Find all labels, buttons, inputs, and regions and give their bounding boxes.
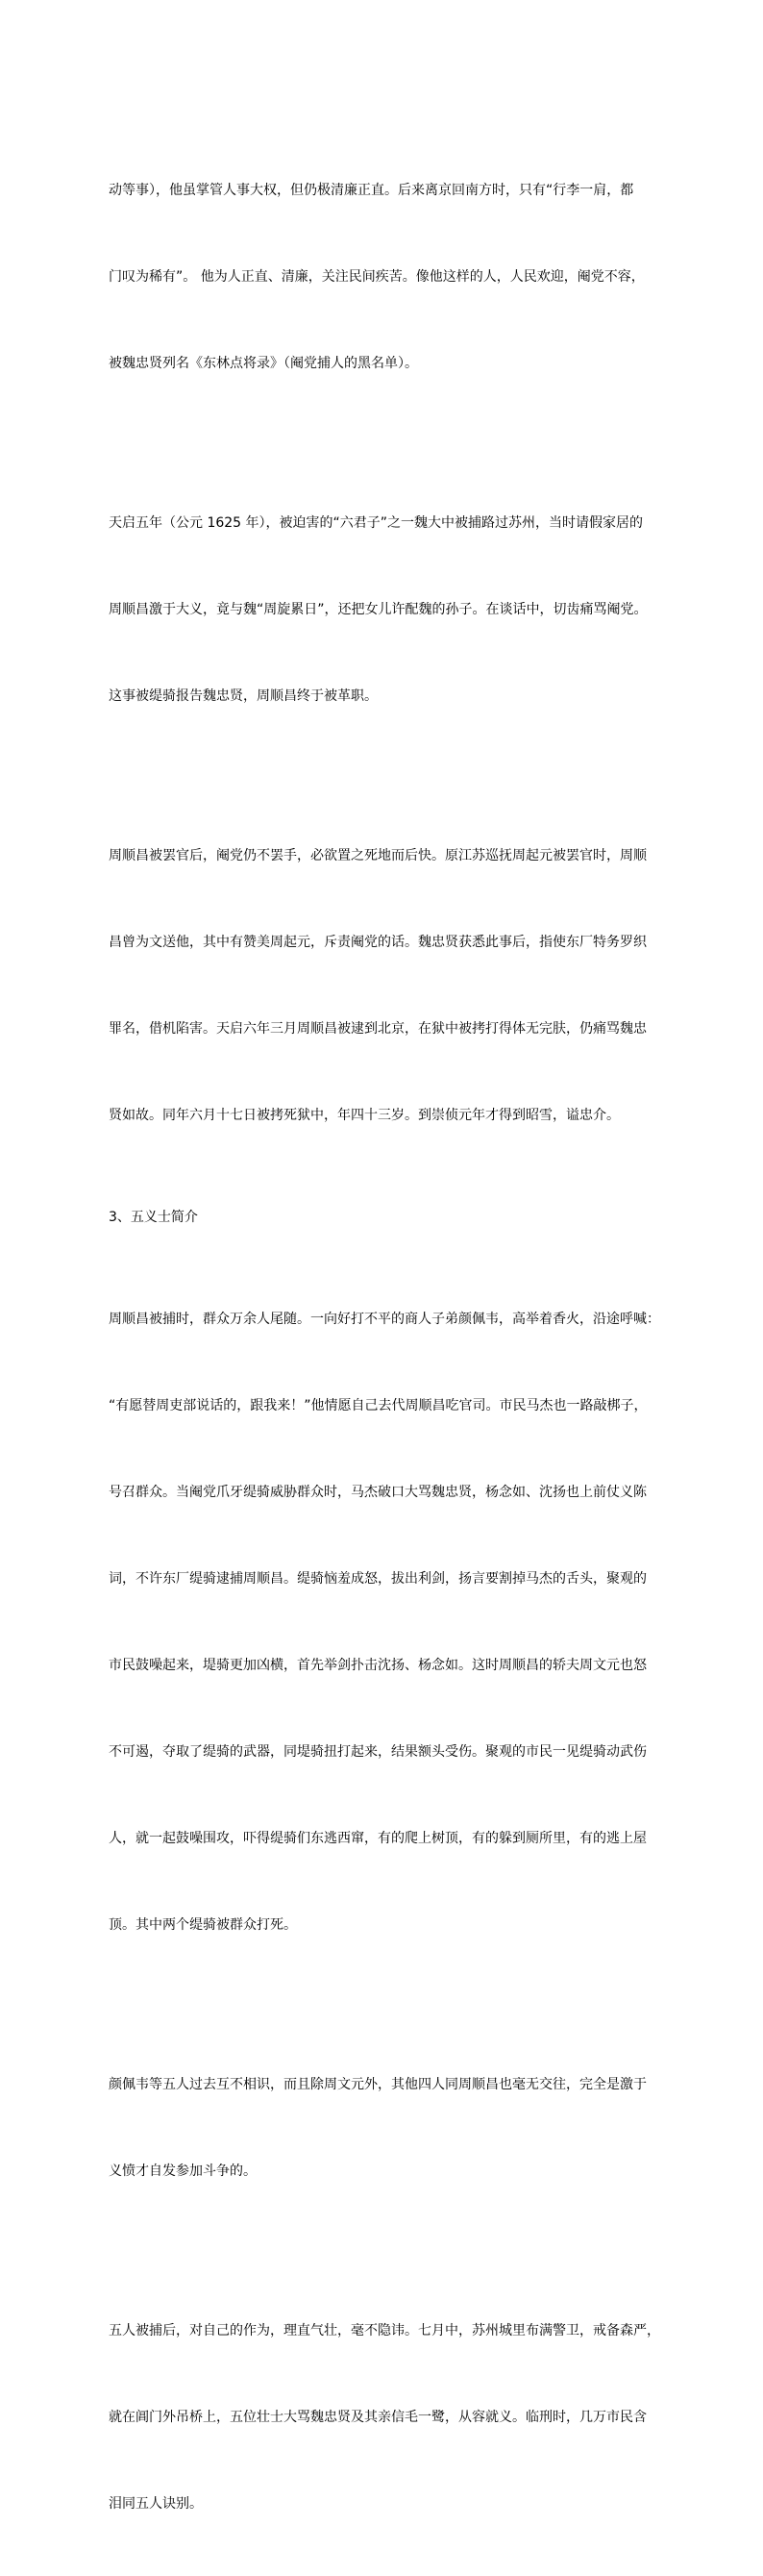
paragraph-5 [109,2013,652,2243]
text-line: 动等事），他虽掌管人事大权，但仍极清廉正直。后来离京回南方时，只有“行李一肩，都 [109,183,634,198]
text-line: 这事被缇骑报告魏忠贤，周顺昌终于被革职。 [109,688,378,704]
paragraph-3 [109,784,652,1188]
document-body [109,118,660,2576]
text-line: 五人被捕后，对自己的作为，理直气壮，毫不隐讳。七月中，苏州城里布满警卫，戒备森严， [109,2323,660,2338]
paragraph-4 [109,1247,660,1997]
text-line: 义愤才自发参加斗争的。 [109,2163,257,2179]
text-line: 被魏忠贤列名《东林点将录》（阉党捕人的黑名单）。 [109,356,418,371]
text-line: 号召群众。当阉党爪牙缇骑威胁群众时，马杰破口大骂魏忠贤，杨念如、沈扬也上前仗义陈 [109,1485,647,1500]
paragraph-1 [109,118,652,436]
text-line: 人，就一起鼓噪围攻，吓得缇骑们东逃西窜，有的爬上树顶，有的躲到厕所里，有的逃上屋 [109,1831,647,1846]
section-heading [109,1203,652,1232]
text-line: 昌曾为文送他，其中有赞美周起元，斥责阉党的话。魏忠贤获悉此事后，指使东厂特务罗织 [109,935,647,950]
paragraph-6 [109,2259,660,2576]
text-line: 贤如故。同年六月十七日被拷死狱中，年四十三岁。到崇侦元年才得到昭雪，谥忠介。 [109,1108,620,1123]
text-line: 泪同五人诀别。 [109,2496,203,2512]
text-line: 周顺昌被罢官后，阉党仍不罢手，必欲置之死地而后快。原江苏巡抚周起元被罢官时，周顺 [109,848,647,863]
text-line: 周顺昌被捕时，群众万余人尾随。一向好打不平的商人子弟颜佩韦，高举着香火，沿途呼喊： [109,1312,660,1327]
text-line: 不可遏，夺取了缇骑的武器，同堤骑扭打起来，结果额头受伤。聚观的市民一见缇骑动武伤 [109,1744,647,1760]
text-line: 顶。其中两个缇骑被群众打死。 [109,1917,297,1933]
text-line: “有愿替周吏部说话的，跟我来！”他情愿自己去代周顺昌吃官司。市民马杰也一路敲梆子， [109,1398,648,1413]
text-line: 市民鼓噪起来，堤骑更加凶横，首先举剑扑击沈扬、杨念如。这时周顺昌的轿夫周文元也怒 [109,1658,647,1673]
paragraph-2 [109,451,652,768]
text-line: 罪名，借机陷害。天启六年三月周顺昌被逮到北京，在狱中被拷打得体无完肤，仍痛骂魏忠 [109,1021,647,1037]
section-heading-text: 3、五义士简介 [109,1210,198,1225]
text-line: 词，不许东厂缇骑逮捕周顺昌。缇骑恼羞成怒，拔出利剑，扬言要割掉马杰的舌头，聚观的 [109,1571,647,1587]
text-line: 门叹为稀有”。 他为人正直、清廉，关注民间疾苦。像他这样的人，人民欢迎，阉党不容， [109,269,645,285]
text-line: 颜佩韦等五人过去互不相识，而且除周文元外，其他四人同周顺昌也毫无交往，完全是激于 [109,2077,647,2092]
text-line: 就在阊门外吊桥上，五位壮士大骂魏忠贤及其亲信毛一鹭，从容就义。临刑时，几万市民含 [109,2410,647,2425]
text-line: 周顺昌激于大义，竟与魏“周旋累日”，还把女儿许配魏的孙子。在谈话中，切齿痛骂阉党。 [109,602,648,617]
text-line: 天启五年（公元 1625 年），被迫害的“六君子”之一魏大中被捕路过苏州，当时请假家居的 [109,515,644,531]
